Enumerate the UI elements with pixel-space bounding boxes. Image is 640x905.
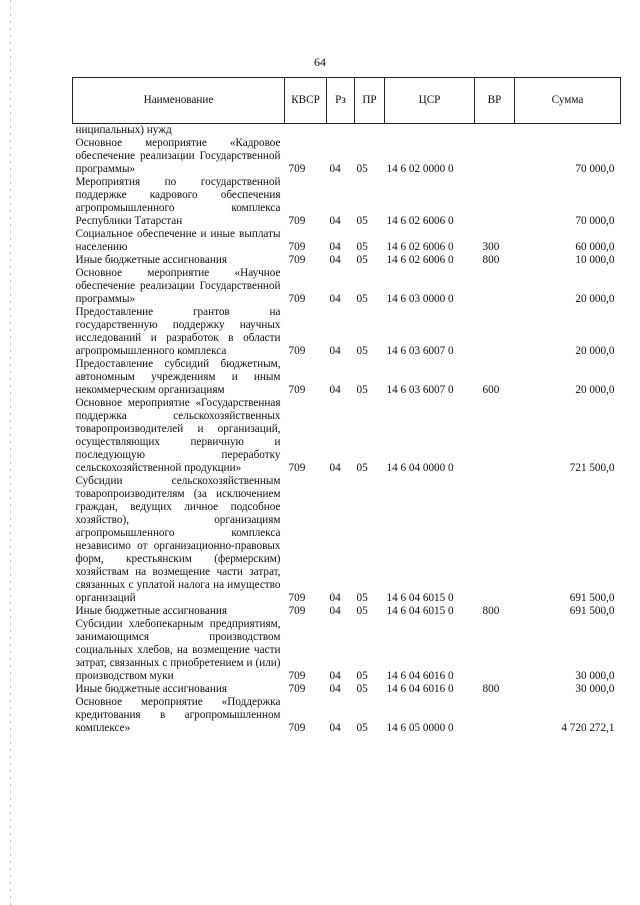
cell-vr xyxy=(475,397,515,475)
cell-sum: 691 500,0 xyxy=(569,605,615,617)
cell-kvsr: 709 xyxy=(288,215,306,227)
cell-csr: 14 6 04 6015 0 xyxy=(386,592,454,604)
cell-csr: 14 6 03 6007 0 xyxy=(386,345,454,357)
cell-pr: 05 xyxy=(356,345,368,357)
cell-name: Иные бюджетные ассигнования xyxy=(75,683,227,695)
cell-kvsr: 709 xyxy=(288,462,306,474)
cell-vr: 800 xyxy=(482,605,500,617)
cell-name: Основное мероприятие «Кадровое обеспечение реализации Государственной программы» xyxy=(75,137,281,175)
cell-rz: 04 xyxy=(329,215,341,227)
cell-vr xyxy=(475,124,515,138)
cell-pr: 05 xyxy=(356,462,368,474)
table-row xyxy=(73,306,621,358)
cell-sum: 721 500,0 xyxy=(569,462,615,474)
cell-rz: 04 xyxy=(329,683,341,695)
cell-kvsr: 709 xyxy=(288,683,306,695)
cell-name: Основное мероприятие «Поддержка кредитования в агропромышленном комплексе» xyxy=(75,696,281,734)
header-vr: ВР xyxy=(475,78,515,124)
table-row xyxy=(73,618,621,683)
cell-csr: 14 6 02 0000 0 xyxy=(386,163,454,175)
cell-rz: 04 xyxy=(329,293,341,305)
cell-rz: 04 xyxy=(329,670,341,682)
cell-sum: 10 000,0 xyxy=(575,254,615,266)
cell-vr: 800 xyxy=(482,254,500,266)
cell-name: Основное мероприятие «Научное обеспечение реализации Государственной программы» xyxy=(75,267,281,305)
cell-vr: 300 xyxy=(482,241,500,253)
cell-sum: 30 000,0 xyxy=(575,683,615,695)
scan-margin-line xyxy=(10,0,11,905)
table-row xyxy=(73,254,621,267)
cell-csr: 14 6 04 6016 0 xyxy=(386,670,454,682)
cell-csr: 14 6 03 6007 0 xyxy=(386,384,454,396)
cell-pr xyxy=(355,124,385,138)
cell-vr xyxy=(475,306,515,358)
cell-rz: 04 xyxy=(329,241,341,253)
cell-sum: 20 000,0 xyxy=(575,384,615,396)
cell-sum: 30 000,0 xyxy=(575,670,615,682)
cell-pr: 05 xyxy=(356,683,368,695)
cell-kvsr: 709 xyxy=(288,384,306,396)
cell-csr: 14 6 02 6006 0 xyxy=(386,215,454,227)
cell-sum: 691 500,0 xyxy=(569,592,615,604)
table-row xyxy=(73,475,621,605)
cell-csr: 14 6 03 0000 0 xyxy=(386,293,454,305)
cell-rz: 04 xyxy=(329,722,341,734)
table-row xyxy=(73,267,621,306)
table-row xyxy=(73,358,621,397)
cell-pr: 05 xyxy=(356,241,368,253)
cell-sum: 70 000,0 xyxy=(575,215,615,227)
table-row xyxy=(73,124,621,138)
cell-kvsr xyxy=(285,124,327,138)
page-number: 64 xyxy=(314,55,326,69)
cell-csr: 14 6 02 6006 0 xyxy=(386,241,454,253)
cell-kvsr: 709 xyxy=(288,592,306,604)
cell-name: Мероприятия по государственной поддержке кадрового обеспечения агропромышленного комплекса Республики Татарстан xyxy=(75,176,281,227)
cell-pr: 05 xyxy=(356,215,368,227)
cell-kvsr: 709 xyxy=(288,605,306,617)
table-body xyxy=(73,124,621,736)
cell-rz: 04 xyxy=(329,254,341,266)
cell-csr: 14 6 02 6006 0 xyxy=(386,254,454,266)
cell-rz: 04 xyxy=(329,462,341,474)
cell-kvsr: 709 xyxy=(288,254,306,266)
cell-kvsr: 709 xyxy=(288,345,306,357)
table-row xyxy=(73,696,621,735)
table-row xyxy=(73,228,621,254)
cell-rz: 04 xyxy=(329,592,341,604)
cell-name: Предоставление грантов на государственную поддержку научных исследований и разработок в области агропромышленного комплекса xyxy=(75,306,281,357)
cell-pr: 05 xyxy=(356,254,368,266)
cell-pr: 05 xyxy=(356,605,368,617)
cell-sum: 4 720 272,1 xyxy=(561,722,615,734)
header-name: Наименование xyxy=(73,78,285,124)
cell-name: Субсидии сельскохозяйственным товаропроизводителям (за исключением граждан, ведущих личное подсобное хозяйство), организациям агропромышленного комплекса независимо от организационно-правовых форм, крестьянским (фермерским) хозяйствам на возмещение части затрат, связанных с уплатой налога на имущество организаций xyxy=(75,475,281,604)
header-pr: ПР xyxy=(355,78,385,124)
cell-name: Предоставление субсидий бюджетным, автономным учреждениям и иным некоммерческим организациям xyxy=(75,358,281,396)
cell-csr xyxy=(385,124,475,138)
cell-rz: 04 xyxy=(329,384,341,396)
cell-kvsr: 709 xyxy=(288,670,306,682)
cell-pr: 05 xyxy=(356,293,368,305)
cell-sum: 20 000,0 xyxy=(575,345,615,357)
table-row xyxy=(73,605,621,618)
cell-vr xyxy=(475,696,515,735)
header-sum: Сумма xyxy=(515,78,621,124)
header-csr: ЦСР xyxy=(385,78,475,124)
cell-vr xyxy=(475,618,515,683)
header-rz: Рз xyxy=(327,78,355,124)
cell-name: Иные бюджетные ассигнования xyxy=(75,605,227,617)
cell-pr: 05 xyxy=(356,592,368,604)
cell-vr xyxy=(475,267,515,306)
cell-csr: 14 6 04 0000 0 xyxy=(386,462,454,474)
table-row xyxy=(73,137,621,176)
cell-kvsr: 709 xyxy=(288,722,306,734)
cell-name: Субсидии хлебопекарным предприятиям, занимающимся производством социальных хлебов, на возмещение части затрат, связанных с приобретением и (или) производством муки xyxy=(75,618,281,682)
cell-pr: 05 xyxy=(356,163,368,175)
budget-table xyxy=(72,77,621,735)
cell-kvsr: 709 xyxy=(288,293,306,305)
table-row xyxy=(73,176,621,228)
cell-csr: 14 6 04 6016 0 xyxy=(386,683,454,695)
cell-name: Иные бюджетные ассигнования xyxy=(75,254,227,266)
cell-vr xyxy=(475,176,515,228)
cell-rz: 04 xyxy=(329,345,341,357)
header-kvsr: КВСР xyxy=(285,78,327,124)
cell-csr: 14 6 04 6015 0 xyxy=(386,605,454,617)
cell-vr: 600 xyxy=(482,384,500,396)
cell-pr: 05 xyxy=(356,670,368,682)
cell-vr xyxy=(475,475,515,605)
cell-vr xyxy=(475,137,515,176)
cell-pr: 05 xyxy=(356,384,368,396)
table-header xyxy=(73,78,621,124)
cell-rz xyxy=(327,124,355,138)
cell-name: Основное мероприятие «Государственная поддержка сельскохозяйственных товаропроизводителей и организаций, осуществляющих первичную и последующую переработку сельскохозяйственной продукции» xyxy=(75,397,281,474)
cell-rz: 04 xyxy=(329,605,341,617)
cell-kvsr: 709 xyxy=(288,163,306,175)
cell-sum: 20 000,0 xyxy=(575,293,615,305)
cell-name: Социальное обеспечение и иные выплаты населению xyxy=(75,228,281,253)
table-row xyxy=(73,683,621,696)
cell-csr: 14 6 05 0000 0 xyxy=(386,722,454,734)
cell-pr: 05 xyxy=(356,722,368,734)
cell-kvsr: 709 xyxy=(288,241,306,253)
cell-sum: 60 000,0 xyxy=(575,241,615,253)
cell-rz: 04 xyxy=(329,163,341,175)
table-row xyxy=(73,397,621,475)
cell-vr: 800 xyxy=(482,683,500,695)
cell-name: ниципальных) нужд xyxy=(75,124,172,136)
cell-sum xyxy=(515,124,621,138)
cell-sum: 70 000,0 xyxy=(575,163,615,175)
